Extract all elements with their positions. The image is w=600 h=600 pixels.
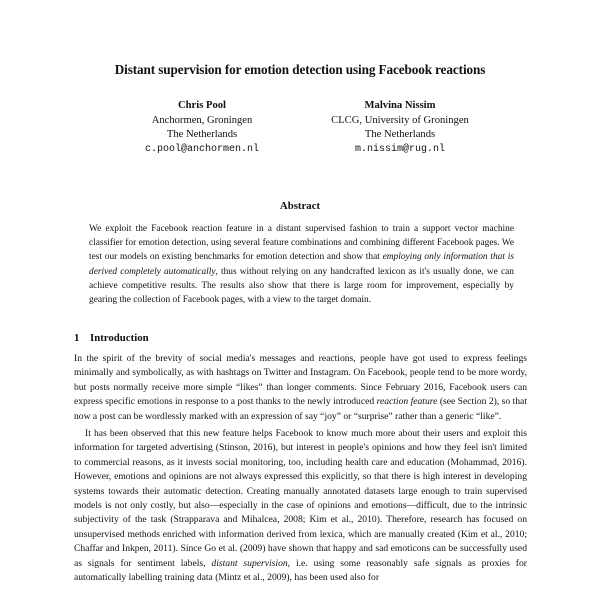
paragraph-text: (see Section 2), so that now a post can be wordlessly marked with an expression of say “joy” or “surprise” rather than a generic “like”. bbox=[74, 396, 527, 422]
author-block-1 bbox=[102, 99, 302, 157]
author-name: Malvina Nissim bbox=[364, 100, 436, 111]
section-heading bbox=[74, 332, 149, 344]
paragraph bbox=[74, 427, 527, 585]
author-name: Chris Pool bbox=[178, 100, 226, 111]
author-country: The Netherlands bbox=[364, 129, 436, 140]
paragraph-emphasis: distant supervision bbox=[211, 557, 288, 569]
author-email: m.nissim@rug.nl bbox=[354, 143, 445, 155]
paragraph bbox=[74, 352, 527, 424]
paper-title: Distant supervision for emotion detection using Facebook reactions bbox=[114, 62, 486, 77]
paragraph-emphasis: reaction feature bbox=[376, 396, 438, 408]
abstract-text: We exploit the Facebook reaction feature in a distant supervised fashion to train a support vector machine classifier for emotion detection, using several feature combinations and combining different Facebook pages. We test our models on existing benchmarks for emotion detection and show that bbox=[89, 224, 514, 263]
paragraph-text: In the spirit of the brevity of social media's messages and reactions, people have got used to express feelings minimally and symbolically, as with hashtags on Twitter and Instagram. On Facebook, people tend to be more wordy, but posts normally receive more simple “likes” than longer comments. Since February 2016, Facebook users can express specific emotions in response to a post thanks to the newly introduced bbox=[74, 353, 527, 408]
abstract-body bbox=[89, 222, 514, 307]
abstract-heading: Abstract bbox=[279, 200, 321, 212]
author-affiliation: Anchormen, Groningen bbox=[151, 114, 253, 126]
section-number: 1 bbox=[74, 332, 80, 344]
section-title: Introduction bbox=[90, 332, 149, 344]
introduction-body bbox=[74, 352, 527, 589]
author-affiliation: CLCG, University of Groningen bbox=[331, 114, 469, 126]
paragraph-text: , i.e. using some reasonably safe signals as proxies for automatically labelling training data (Mintz et al., 2009), has been used also for bbox=[74, 557, 527, 584]
paragraph-text: It has been observed that this new feature helps Facebook to know much more about their users and exploit this information for targeted advertising (Stinson, 2016), but interest in people's opinions and how they feel isn't limited to commercial reasons, as it invests social monitoring, too, including health care and education (Mohammad, 2016). However, emotions and opinions are not always expressed this explicitly, so that there is high interest in developing systems towards their automatic detection. Creating manually annotated datasets large enough to train supervised models is not only costly, but also—especially in the case of opinions and emotions—difficult, due to the intrinsic subjectivity of the task (Strapparava and Mihalcea, 2008; Kim et al., 2010). Therefore, research has focused on unsupervised methods enriched with information derived from lexica, which are manually created (Kim et al., 2010; Chaffar and Inkpen, 2011). Since Go et al. (2009) have shown that happy and sad emoticons can be successfully used as signals for sentiment labels, bbox=[74, 428, 527, 569]
author-email: c.pool@anchormen.nl bbox=[144, 143, 260, 155]
abstract-text: , thus without relying on any handcrafted lexicon as it's usually done, we can achieve competitive results. The results also show that there is large room for improvement, especially by gearing the collection of Facebook pages, with a view to the target domain. bbox=[89, 266, 514, 306]
abstract-emphasis: employing only information that is derived completely automatically bbox=[89, 252, 514, 277]
author-block-2 bbox=[300, 99, 500, 157]
author-country: The Netherlands bbox=[166, 129, 238, 140]
